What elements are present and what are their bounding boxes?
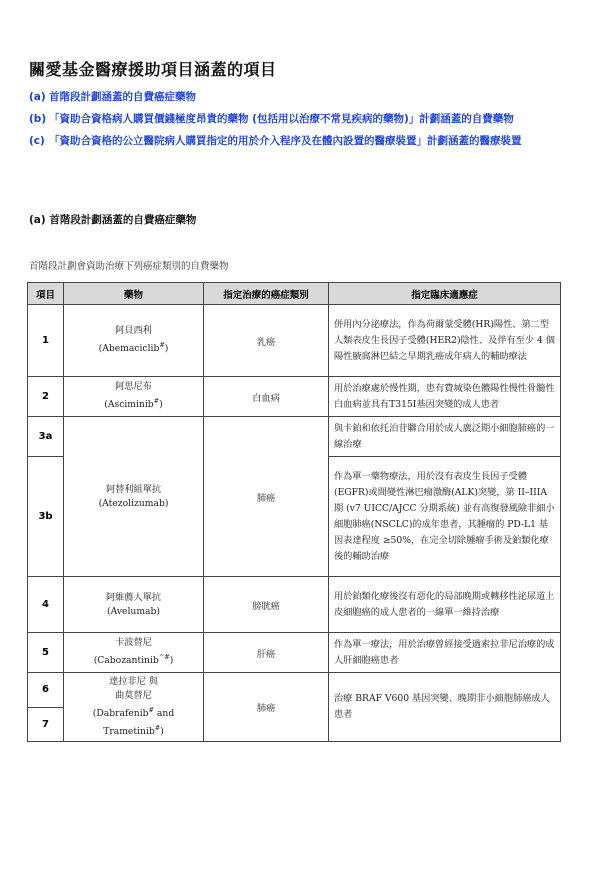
- column-header-indication: 指定臨床適應症: [329, 283, 561, 305]
- drug-name-zh: 阿替利組單抗: [105, 483, 162, 495]
- drug-name-zh: 曲莫替尼: [115, 690, 152, 701]
- item-number: 3b: [28, 457, 64, 577]
- indication: 作為單一藥物療法，用於沒有表皮生長因子受體(EGFR)或間變性淋巴瘤激酶(ALK)突變，第 II–IIIA 期 (v7 UICC/AJCC 分期系統) 並有高復發風險非細小細胞肺癌(NSCLC)的成年患者，其腫瘤的 PD-L1 基因表達程度 ≥50%，在完全切除腫瘤手術及鉑類化療後的輔助治療: [329, 457, 561, 577]
- item-number: 6: [28, 673, 64, 708]
- drug-name: [64, 633, 204, 673]
- drug-name-en-close: ): [164, 343, 169, 355]
- drug-name-en: (Avelumab): [107, 605, 160, 617]
- drug-name: [64, 417, 204, 577]
- list-item-text: 「資助合資格病人購買價錢極度昂貴的藥物 (包括用以治療不常見疾病的藥物)」計劃涵蓋的自費藥物: [49, 113, 514, 125]
- table-header-row: [28, 283, 561, 305]
- table-row: [28, 673, 561, 708]
- list-item: [29, 110, 574, 129]
- drug-name-en-close: ): [159, 399, 163, 411]
- cancer-type: 肺癌: [204, 673, 329, 742]
- cancer-type: 肺癌: [204, 417, 329, 577]
- table-row: [28, 577, 561, 633]
- drug-name-zh: 阿貝西利: [115, 325, 152, 337]
- table-row: [28, 633, 561, 673]
- drug-name-en-text: (Cabozantinib: [93, 655, 159, 667]
- drug-footnote-mark: #: [154, 724, 161, 733]
- indication: 用於鉑類化療後沒有惡化的局部晚期或轉移性泌尿道上皮細胞癌的成人患者的一線單一維持治療: [329, 577, 561, 633]
- drug-name: [64, 577, 204, 633]
- list-item-text: 首階段計劃涵蓋的自費癌症藥物: [49, 91, 196, 103]
- drug-name-zh: 卡波替尼: [115, 637, 152, 649]
- drug-name: [64, 377, 204, 417]
- drug-name-en-joiner: and: [154, 708, 175, 720]
- drug-footnote-mark: #: [148, 706, 154, 714]
- intro-text: 首階段計劃會資助治療下列癌症類別的自費藥物: [29, 261, 229, 272]
- drug-name-en-close: ): [160, 726, 164, 738]
- column-header-cancer-type: 指定治療的癌症類別: [204, 283, 329, 305]
- item-number: 7: [28, 707, 64, 742]
- drug-name-en-text: (Abemaciclib: [98, 343, 160, 355]
- drug-footnote-mark: ^#: [158, 653, 170, 662]
- drug-name-en: [69, 394, 198, 412]
- list-item: [29, 88, 574, 107]
- item-number: 4: [28, 577, 64, 633]
- drug-name-en: [69, 721, 198, 739]
- cancer-type: 膀胱癌: [204, 577, 329, 633]
- list-marker: (b): [29, 113, 47, 125]
- table-row: [28, 417, 561, 457]
- coverage-list: [29, 88, 574, 154]
- drug-footnote-mark: #: [153, 397, 160, 406]
- drug-name-en-close: ): [169, 655, 174, 667]
- indication: 作為單一療法，用於治療曾經接受過索拉非尼治療的成人肝細胞癌患者: [329, 633, 561, 673]
- item-number: 3a: [28, 417, 64, 457]
- drug-name-zh: 達拉非尼 與: [109, 676, 158, 687]
- indication: 治療 BRAF V600 基因突變、晚期非小細胞肺癌成人患者: [329, 673, 561, 742]
- item-number: 2: [28, 377, 64, 417]
- drug-name-en-text: Trametinib: [103, 726, 155, 738]
- drug-name-en-text: (Asciminib: [104, 399, 154, 411]
- table-row: [28, 305, 561, 377]
- list-marker: (a): [29, 91, 46, 103]
- drug-name-en: (Atezolizumab): [98, 497, 169, 509]
- indication: 與卡鉑和依托泊苷聯合用於成人廣泛期小細胞肺癌的一線治療: [329, 417, 561, 457]
- drug-name-en-text: (Dabrafenib: [92, 708, 149, 720]
- indication: 用於治療處於慢性期，患有費城染色體陽性慢性骨髓性白血病並具有T315I基因突變的成人患者: [329, 377, 561, 417]
- drug-name-zh: 阿維薦人單抗: [105, 591, 162, 603]
- list-item: [29, 132, 574, 151]
- page-title: 關愛基金醫療援助項目涵蓋的項目: [29, 60, 277, 79]
- drug-name-zh: 阿思尼布: [115, 381, 152, 393]
- drug-name: [64, 305, 204, 377]
- drug-name: [64, 673, 204, 742]
- list-item-text: 「資助合資格的公立醫院病人購買指定的用於介入程序及在體內設置的醫療裝置」計劃涵蓋的醫療裝置: [49, 135, 522, 147]
- list-marker: (c): [29, 135, 45, 147]
- drug-name-en: [69, 338, 198, 356]
- cancer-type: 白血病: [204, 377, 329, 417]
- drug-table: [27, 282, 561, 742]
- table-row: [28, 377, 561, 417]
- column-header-item: 項目: [28, 283, 64, 305]
- drug-name-en: [69, 650, 198, 668]
- item-number: 1: [28, 305, 64, 377]
- item-number: 5: [28, 633, 64, 673]
- cancer-type: 肝癌: [204, 633, 329, 673]
- cancer-type: 乳癌: [204, 305, 329, 377]
- indication: 併用內分泌療法，作為荷爾蒙受體(HR)陽性、第二型人類表皮生長因子受體(HER2)陰性、及伴有至少 4 個陽性腋窩淋巴結之早期乳癌成年病人的輔助療法: [329, 305, 561, 377]
- section-heading: (a) 首階段計劃涵蓋的自費癌症藥物: [29, 214, 197, 226]
- column-header-drug: 藥物: [64, 283, 204, 305]
- drug-footnote-mark: #: [159, 341, 165, 350]
- drug-name-en: [69, 703, 198, 721]
